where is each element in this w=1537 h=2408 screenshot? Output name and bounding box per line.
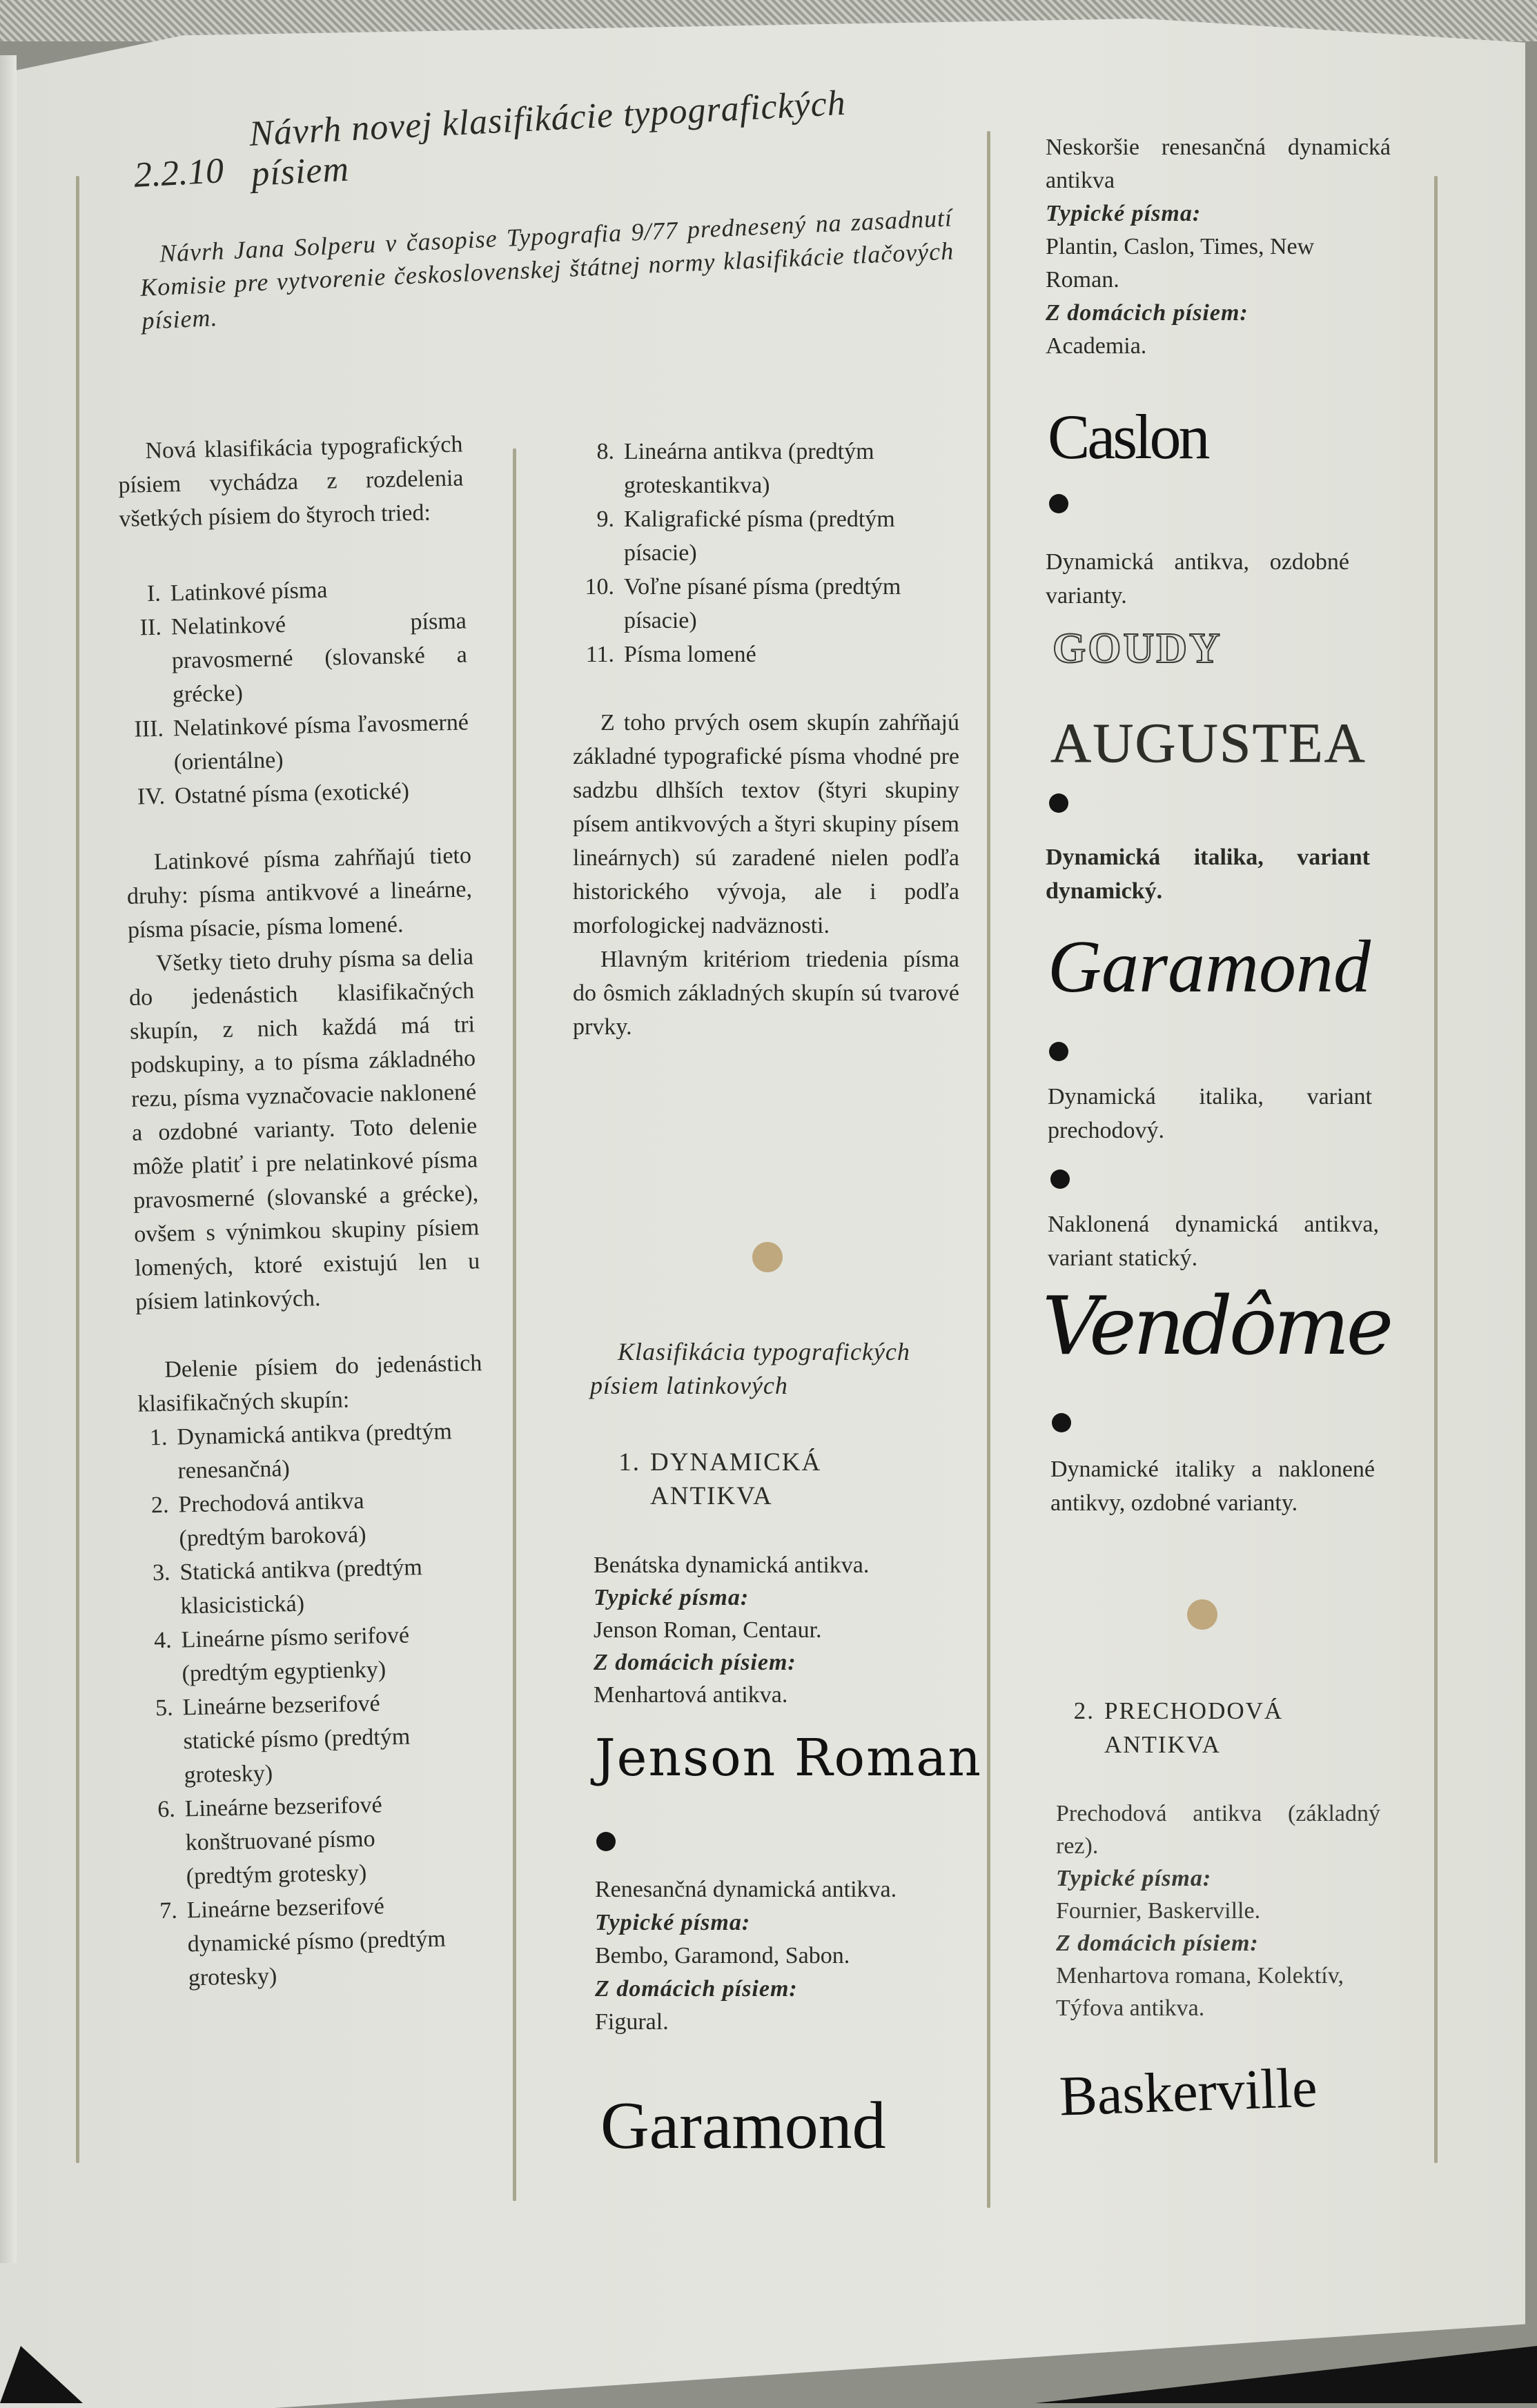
- font-sample-goudy: GOUDY: [1053, 625, 1222, 672]
- group-item: 11. Písma lomené: [585, 642, 756, 667]
- group-item: 10. Voľne písané písma (predtým písacie): [585, 574, 901, 633]
- section-separator-dot: [1187, 1599, 1217, 1630]
- bullet-dot: [596, 1832, 616, 1851]
- font-sample-baskerville: Baskerville: [1058, 2055, 1318, 2128]
- entry-benatska: Benátska dynamická antikva. Typické písma: Jenson Roman, Centaur. Z domácich písiem: Menhartová antikva.: [594, 1552, 870, 1708]
- classification-subheading: Klasifikácia typografických písiem latinkových: [590, 1338, 910, 1399]
- variant-italiky-ozdobne-desc: Dynamické italiky a naklonené antikvy, ozdobné varianty.: [1050, 1457, 1375, 1516]
- left-margin-rule: [76, 176, 79, 2163]
- class-item: II. Nelatinkové písma pravosmerné (slovanské a grécke): [139, 608, 468, 708]
- background-corner-right: [1035, 2346, 1537, 2403]
- bullet-dot: [1049, 793, 1068, 813]
- variant-naklonena-desc: Naklonená dynamická antikva, variant statický.: [1048, 1212, 1379, 1271]
- col2-paragraph-1: Z toho prvých osem skupín zahŕňajú základné typografické písma vhodné pre sadzbu dlhších textov (štyri skupiny písem antikvových a štyri skupiny písem lineárnych) sú zaradené nielen podľa historického vývoja, ale i podľa morfologickej nadväznosti.: [573, 710, 959, 938]
- bullet-dot: [1049, 1042, 1068, 1061]
- page-spine-edge: [0, 55, 17, 2263]
- col1-paragraph-3: Všetky tieto druhy písma sa delia do jedenástich klasifikačných skupín, z nich každá má tri podskupiny, a to písma základného rezu, písma vyznačovacie naklonené a ozdobné varianty. Toto delenie môže platiť i pre nelatinkové písma pravosmerné (slovanské a grécke), ovšem s výnimkou skupiny písiem lomených, ktoré existujú len u písiem latinkových.: [128, 944, 480, 1315]
- section-1-heading: 1. DYNAMICKÁ ANTIKVA: [618, 1448, 822, 1510]
- group-item: 6. Lineárne bezserifové konštruované písmo (predtým grotesky): [157, 1792, 383, 1890]
- column-divider-2: [987, 131, 990, 2208]
- column-2: [573, 435, 959, 1044]
- group-item: 7. Lineárne bezserifové dynamické písmo (predtým grotesky): [159, 1893, 447, 1991]
- group-item: 2. Prechodová antikva (predtým baroková): [150, 1488, 366, 1552]
- col1-paragraph-4: Delenie písiem do jedenástich klasifikačných skupín:: [137, 1350, 482, 1417]
- entry-neskorsie: Neskoršie renesančná dynamická antikva Typické písma: Plantin, Caslon, Times, New Roman. Z domácich písiem: Academia.: [1046, 135, 1391, 359]
- font-sample-jenson-roman: Jenson Roman: [595, 1728, 983, 1788]
- section-title: Návrh novej klasifikácie typografických písiem: [248, 83, 848, 194]
- section-number: 2.2.10: [133, 151, 225, 195]
- group-list-1-7: [138, 1414, 495, 1995]
- bullet-dot: [1049, 494, 1068, 513]
- group-item: 8. Lineárna antikva (predtým groteskantikva): [596, 439, 874, 498]
- entry-renesancna: Renesančná dynamická antikva. Typické písma: Bembo, Garamond, Sabon. Z domácich písiem: Figural.: [595, 1877, 897, 2035]
- col2-paragraph-2: Hlavným kritériom triedenia písma do ôsmich základných skupín sú tvarové prvky.: [573, 947, 959, 1040]
- variant-italika-dynamicky-desc: Dynamická italika, variant dynamický.: [1046, 845, 1370, 904]
- font-sample-caslon: Caslon: [1048, 402, 1208, 472]
- group-item: 5. Lineárne bezserifové statické písmo (predtým grotesky): [155, 1690, 411, 1788]
- class-item: III. Nelatinkové písma ľavosmerné (orientálne): [134, 709, 469, 776]
- font-sample-augustea: AUGUSTEA: [1050, 711, 1367, 774]
- font-sample-garamond: Garamond: [600, 2089, 886, 2163]
- class-item: I. Latinkové písma: [146, 577, 328, 607]
- section-2-heading: 2. PRECHODOVÁ ANTIKVA: [1073, 1697, 1284, 1758]
- right-margin-rule: [1434, 176, 1438, 2163]
- entry-prechodova: Prechodová antikva (základný rez). Typické písma: Fournier, Baskerville. Z domácich písiem: Menhartova romana, Kolektív, Týfova antikva.: [1056, 1801, 1380, 2021]
- group-item: 1. Dynamická antikva (predtým renesančná): [149, 1419, 453, 1484]
- class-list: [120, 570, 470, 813]
- intro-paragraph: Návrh Jana Solperu v časopise Typografia 9/77 prednesený na zasadnutí Komisie pre vytvorenie československej štátnej normy klasifikácie tlačových písiem.: [139, 204, 954, 335]
- variant-ozdobne-desc: Dynamická antikva, ozdobné varianty.: [1046, 549, 1349, 609]
- column-divider-1: [513, 448, 516, 2201]
- column-1: [117, 428, 495, 1996]
- group-list-8-11: [573, 435, 959, 671]
- col1-paragraph-1: Nová klasifikácia typografických písiem vychádza z rozdelenia všetkých písiem do štyroch tried:: [118, 431, 464, 532]
- group-item: 3. Statická antikva (predtým klasicistická): [152, 1555, 423, 1619]
- class-item: IV. Ostatné písma (exotické): [137, 778, 410, 810]
- group-item: 4. Lineárne písmo serifové (predtým egyptienky): [153, 1622, 410, 1687]
- variant-italika-prechodovy-desc: Dynamická italika, variant prechodový.: [1048, 1084, 1372, 1143]
- font-sample-vendome: Vendôme: [1042, 1280, 1391, 1373]
- col1-paragraph-2: Latinkové písma zahŕňajú tieto druhy: písma antikvové a lineárne, písma písacie, písma lomené.: [126, 842, 473, 943]
- bullet-dot: [1050, 1170, 1070, 1189]
- group-item: 9. Kaligrafické písma (predtým písacie): [596, 506, 895, 566]
- bullet-dot: [1052, 1413, 1071, 1432]
- font-sample-garamond-italic: Garamond: [1048, 926, 1371, 1008]
- section-separator-dot: [752, 1242, 783, 1272]
